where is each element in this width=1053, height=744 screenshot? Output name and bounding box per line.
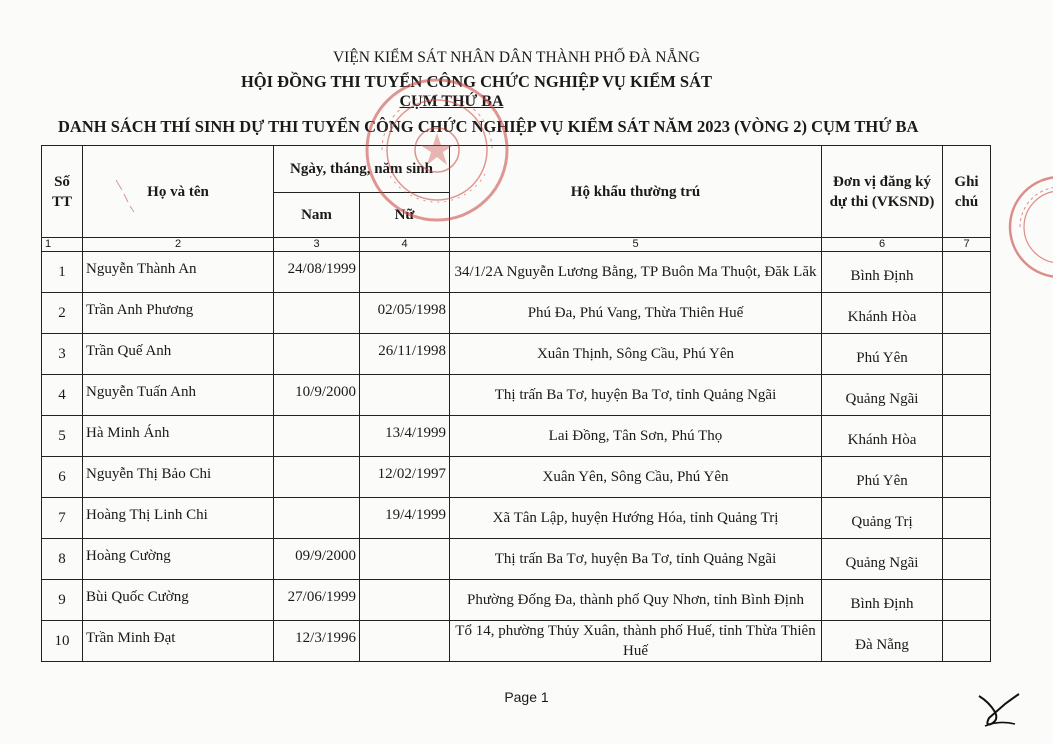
table-row: [42, 580, 991, 621]
table-row: [42, 293, 991, 334]
registered-unit: Bình Định: [850, 268, 914, 284]
candidate-table: [41, 145, 991, 662]
header-female: Nữ: [360, 193, 450, 238]
permanent-address: Thị trấn Ba Tơ, huyện Ba Tơ, tỉnh Quảng Ngãi: [494, 551, 777, 567]
dob-female: 12/02/1997: [377, 466, 446, 482]
registered-unit: Khánh Hòa: [847, 309, 917, 325]
dob-female: 26/11/1998: [378, 343, 446, 359]
table-row: [42, 457, 991, 498]
permanent-address: Phường Đống Đa, thành phố Quy Nhơn, tỉnh Bình Định: [467, 592, 804, 608]
dob-female: 02/05/1998: [377, 302, 446, 318]
permanent-address: 34/1/2A Nguyễn Lương Bằng, TP Buôn Ma Thuột, Đăk Lăk: [454, 264, 817, 280]
header-male: Nam: [274, 193, 360, 238]
cluster-name: CỤM THỨ BA: [399, 93, 504, 110]
candidate-name: Nguyễn Tuấn Anh: [86, 384, 197, 400]
candidate-name: Hoàng Thị Linh Chi: [86, 507, 208, 523]
permanent-address: Thị trấn Ba Tơ, huyện Ba Tơ, tỉnh Quảng Ngãi: [494, 387, 777, 403]
side-seal-stamp: [1005, 172, 1053, 282]
header-note: Ghi chú: [943, 146, 991, 238]
permanent-address: Xuân Yên, Sông Cầu, Phú Yên: [542, 469, 729, 485]
page-number: Page 1: [504, 689, 549, 705]
row-number: 3: [58, 346, 66, 362]
dob-male: 24/08/1999: [287, 261, 356, 277]
candidate-name: Nguyễn Thị Bảo Chi: [86, 466, 212, 482]
row-number: 6: [58, 469, 66, 485]
dob-male: 09/9/2000: [295, 548, 356, 564]
column-number: 2: [83, 238, 274, 252]
header-address: Hộ khẩu thường trú: [450, 146, 822, 238]
registered-unit: Quảng Ngãi: [845, 391, 919, 407]
pen-mark-decoration: [112, 176, 142, 216]
column-number: 7: [943, 238, 991, 252]
header-dob: Ngày, tháng, năm sinh: [274, 146, 450, 193]
registered-unit: Phú Yên: [856, 350, 908, 366]
candidate-name: Hà Minh Ánh: [86, 425, 170, 441]
permanent-address: Xuân Thịnh, Sông Cầu, Phú Yên: [536, 346, 735, 362]
column-number: 4: [360, 238, 450, 252]
table-row: [42, 539, 991, 580]
candidate-name: Nguyễn Thành An: [86, 261, 197, 277]
table-row: [42, 334, 991, 375]
permanent-address: Tổ 14, phường Thủy Xuân, thành phố Huế, tỉnh Thừa Thiên Huế: [455, 623, 816, 659]
header-unit: Đơn vị đăng ký dự thi (VKSND): [822, 146, 943, 238]
registered-unit: Khánh Hòa: [847, 432, 917, 448]
table-row: [42, 498, 991, 539]
row-number: 7: [58, 510, 66, 526]
candidate-name: Trần Anh Phương: [86, 302, 194, 318]
row-number: 5: [58, 428, 66, 444]
council-name: HỘI ĐỒNG THI TUYỂN CÔNG CHỨC NGHIỆP VỤ KIỂM SÁT: [240, 72, 713, 91]
initial-signature: [975, 690, 1025, 730]
candidate-name: Hoàng Cường: [86, 548, 171, 564]
candidate-name: Trần Minh Đạt: [86, 630, 176, 646]
dob-male: 27/06/1999: [287, 589, 356, 605]
registered-unit: Đà Nẵng: [855, 637, 909, 653]
header-name: Họ và tên: [83, 146, 274, 238]
candidate-name: Trần Quế Anh: [86, 343, 172, 359]
row-number: 1: [58, 264, 66, 280]
dob-female: 19/4/1999: [385, 507, 446, 523]
row-number: 10: [54, 633, 70, 649]
dob-male: 12/3/1996: [295, 630, 356, 646]
row-number: 4: [58, 387, 66, 403]
row-number: 2: [58, 305, 66, 321]
registered-unit: Bình Định: [850, 596, 914, 612]
registered-unit: Quảng Trị: [851, 514, 913, 530]
row-number: 9: [58, 592, 66, 608]
table-row: [42, 375, 991, 416]
column-number: 6: [822, 238, 943, 252]
table-row: [42, 252, 991, 293]
candidate-name: Bùi Quốc Cường: [86, 589, 189, 605]
permanent-address: Phú Đa, Phú Vang, Thừa Thiên Huế: [527, 305, 744, 321]
dob-female: 13/4/1999: [385, 425, 446, 441]
table-row: [42, 621, 991, 662]
table-row: [42, 416, 991, 457]
document-title: DANH SÁCH THÍ SINH DỰ THI TUYỂN CÔNG CHỨC NGHIỆP VỤ KIỂM SÁT NĂM 2023 (VÒNG 2) CỤM THỨ BA: [58, 117, 919, 136]
column-number: 1: [42, 238, 83, 252]
column-number: 3: [274, 238, 360, 252]
dob-male: 10/9/2000: [295, 384, 356, 400]
header-stt: Số TT: [42, 146, 83, 238]
registered-unit: Phú Yên: [856, 473, 908, 489]
row-number: 8: [58, 551, 66, 567]
column-number: 5: [450, 238, 822, 252]
registered-unit: Quảng Ngãi: [845, 555, 919, 571]
permanent-address: Xã Tân Lập, huyện Hướng Hóa, tỉnh Quảng Trị: [492, 510, 779, 526]
organization-name: VIỆN KIỂM SÁT NHÂN DÂN THÀNH PHỐ ĐÀ NẴNG: [332, 49, 701, 66]
permanent-address: Lai Đồng, Tân Sơn, Phú Thọ: [548, 428, 723, 444]
